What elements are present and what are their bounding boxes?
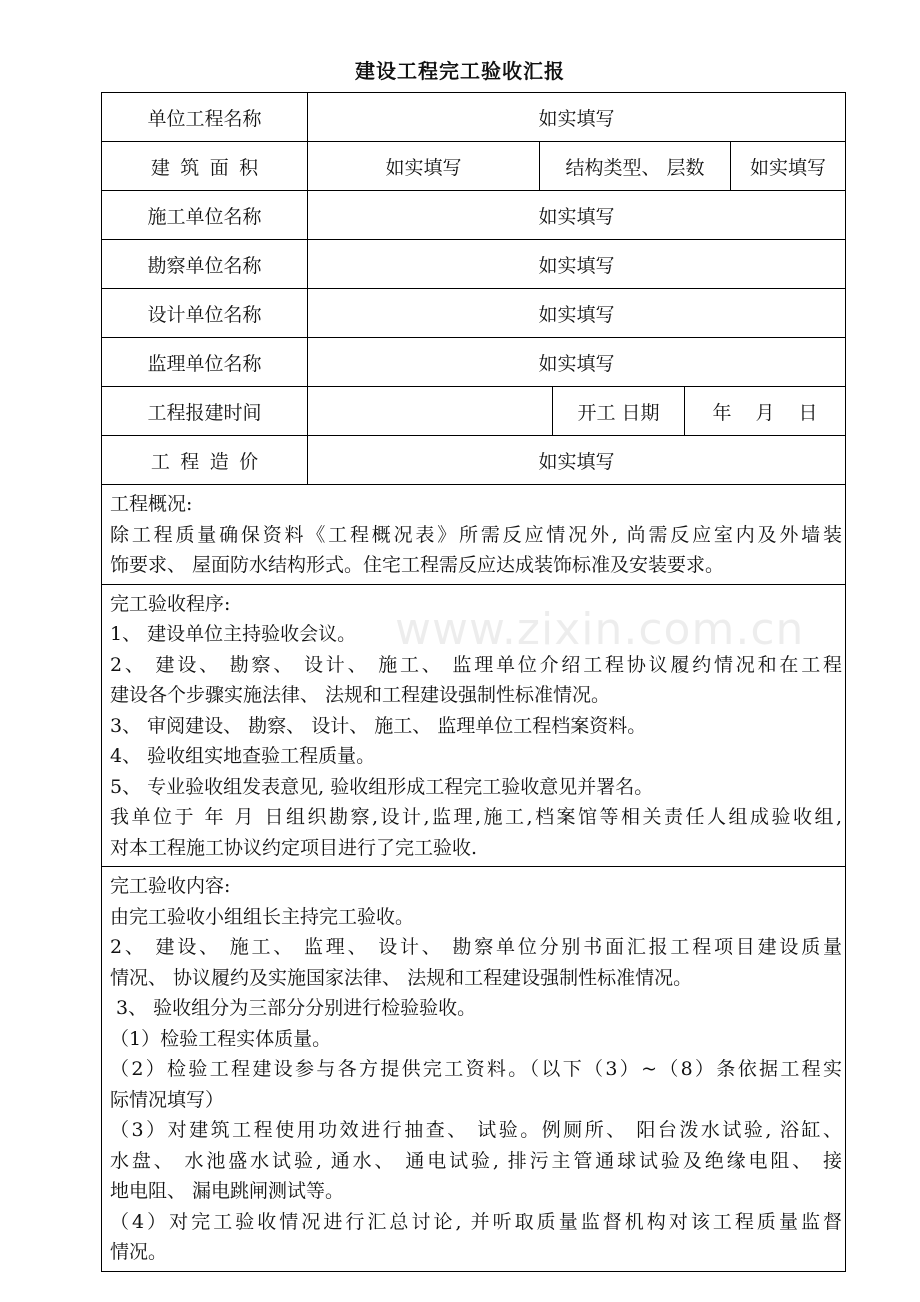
content-line: （3）对建筑工程使用功效进行抽查、 试验。例厕所、 阳台泼水试验, 浴缸、 xyxy=(110,1119,842,1141)
procedure-line: 1、 建设单位主持验收会议。 xyxy=(110,623,357,645)
content-line: 水盘、 水池盛水试验, 通水、 通电试验, 排污主管通球试验及绝缘电阻、 接 xyxy=(110,1149,842,1172)
overview-line: 除工程质量确保资料《工程概况表》所需反应情况外, 尚需反应室内及外墙装 xyxy=(110,523,842,546)
row-supervisor-unit xyxy=(102,338,845,387)
content-heading: 完工验收内容: xyxy=(110,875,231,897)
overview-heading: 工程概况: xyxy=(110,493,193,515)
row-design-unit xyxy=(102,289,845,338)
contractor-value[interactable]: 如实填写 xyxy=(307,191,845,239)
report-time-label: 工程报建时间 xyxy=(147,401,262,424)
content-line: 2、 建设、 施工、 监理、 设计、 勘察单位分别书面汇报工程项目建设质量 xyxy=(110,936,842,958)
structure-floors-value[interactable]: 如实填写 xyxy=(730,142,845,190)
row-project-cost xyxy=(102,436,845,485)
structure-floors-label: 结构类型、 层数 xyxy=(539,142,730,190)
contractor-label: 施工单位名称 xyxy=(147,205,262,228)
project-name-label: 单位工程名称 xyxy=(147,107,262,130)
survey-unit-value[interactable]: 如实填写 xyxy=(307,240,845,288)
overview-section xyxy=(102,485,845,585)
building-area-value[interactable]: 如实填写 xyxy=(307,142,539,190)
acceptance-report-form xyxy=(101,92,846,1272)
content-line: 情况。 xyxy=(110,1241,168,1263)
row-contractor xyxy=(102,191,845,240)
procedure-line: 2、 建设、 勘察、 设计、 施工、 监理单位介绍工程协议履约情况和在工程 xyxy=(110,653,842,676)
procedure-line: 对本工程施工协议约定项目进行了完工验收. xyxy=(110,836,478,859)
row-project-name xyxy=(102,93,845,142)
supervisor-unit-value[interactable]: 如实填写 xyxy=(307,338,845,386)
supervisor-unit-label: 监理单位名称 xyxy=(147,352,262,375)
procedure-heading: 完工验收程序: xyxy=(110,592,231,615)
content-line: （2）检验工程建设参与各方提供完工资料。（以下（3）~（8）条依据工程实 xyxy=(110,1058,842,1080)
project-cost-label: 工程造价 xyxy=(150,450,269,473)
procedure-line: 3、 审阅建设、 勘察、 设计、 施工、 监理单位工程档案资料。 xyxy=(110,714,647,737)
content-line: （1）检验工程实体质量。 xyxy=(110,1027,332,1050)
project-cost-value[interactable]: 如实填写 xyxy=(307,436,845,484)
row-survey-unit xyxy=(102,240,845,289)
row-report-time xyxy=(102,387,845,436)
start-date-label: 开工 日期 xyxy=(552,387,684,435)
watermark: www.zixin.com.cn xyxy=(395,604,805,655)
report-time-value[interactable] xyxy=(307,387,552,435)
overview-line: 饰要求、 屋面防水结构形式。住宅工程需反应达成装饰标准及安装要求。 xyxy=(110,554,725,576)
procedure-line: 我单位于 年 月 日组织勘察,设计,监理,施工,档案馆等相关责任人组成验收组, xyxy=(110,806,842,828)
row-building-area xyxy=(102,142,845,191)
project-name-value[interactable]: 如实填写 xyxy=(307,93,845,141)
start-date-value[interactable]: 年 月 日 xyxy=(684,387,845,435)
procedure-line: 建设各个步骤实施法律、 法规和工程建设强制性标准情况。 xyxy=(110,684,611,706)
page-title: 建设工程完工验收汇报 xyxy=(355,59,565,83)
procedure-line: 4、 验收组实地查验工程质量。 xyxy=(110,745,376,767)
content-line: 情况、 协议履约及实施国家法律、 法规和工程建设强制性标准情况。 xyxy=(110,966,693,989)
content-line: 由完工验收小组组长主持完工验收。 xyxy=(110,905,415,928)
design-unit-label: 设计单位名称 xyxy=(147,303,262,326)
content-section xyxy=(102,867,845,1271)
design-unit-value[interactable]: 如实填写 xyxy=(307,289,845,337)
survey-unit-label: 勘察单位名称 xyxy=(147,254,262,277)
content-line: 际情况填写） xyxy=(110,1088,225,1111)
procedure-section xyxy=(102,585,845,868)
procedure-line: 5、 专业验收组发表意见, 验收组形成工程完工验收意见并署名。 xyxy=(110,775,654,798)
content-line: （4）对完工验收情况进行汇总讨论, 并听取质量监督机构对该工程质量监督 xyxy=(110,1210,842,1233)
building-area-label: 建筑面积 xyxy=(150,156,269,179)
content-line: 3、 验收组分为三部分分别进行检验验收。 xyxy=(110,997,477,1019)
content-line: 地电阻、 漏电跳闸测试等。 xyxy=(110,1180,345,1202)
